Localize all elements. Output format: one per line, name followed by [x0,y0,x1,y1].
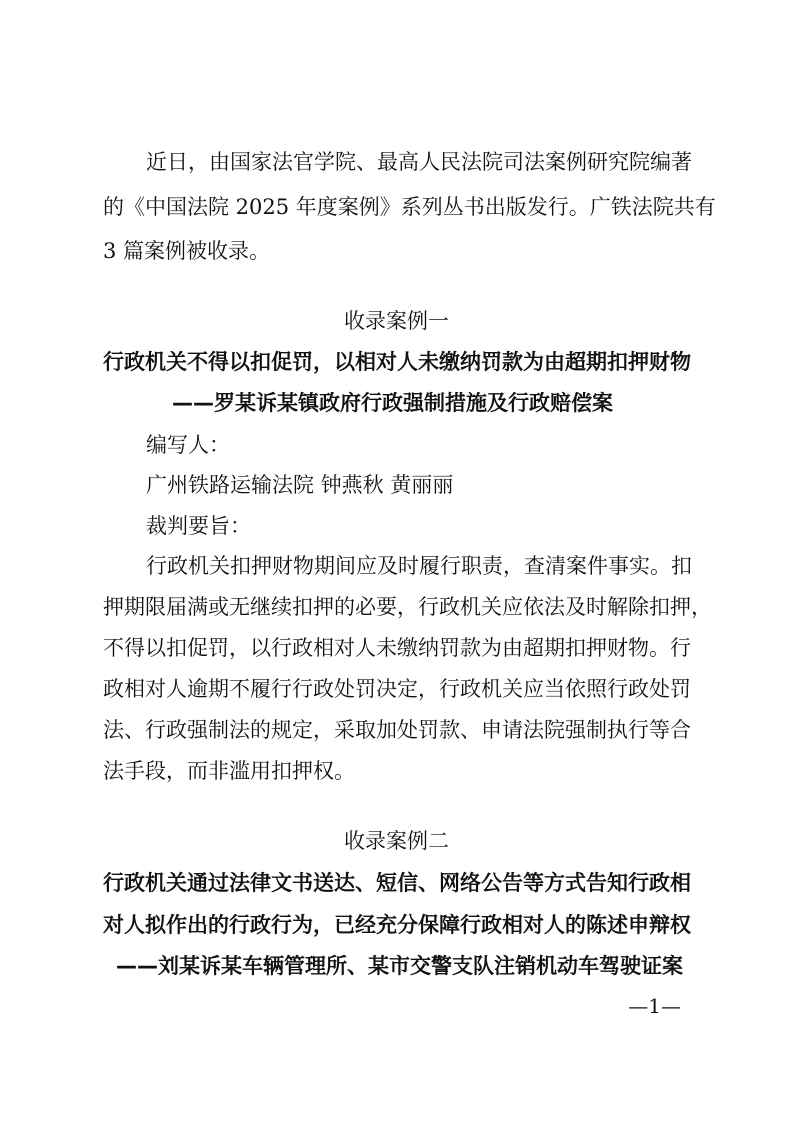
intro-line-3: 3 篇案例被收录。 [103,239,271,263]
case1-gist-line-6: 法手段，而非滥用扣押权。 [103,759,355,783]
case2-title-line-1: 行政机关通过法律文书送达、短信、网络公告等方式告知行政相 [103,871,691,895]
case1-gist-label: 裁判要旨： [146,514,251,538]
case1-subtitle: ——罗某诉某镇政府行政强制措施及行政赔偿案 [172,391,613,415]
intro-line-1: 近日，由国家法官学院、最高人民法院司法案例研究院编著 [146,150,692,174]
case1-author-label: 编写人： [146,433,230,457]
page-number: —1— [628,994,681,1018]
case1-gist-line-3: 不得以扣促罚，以行政相对人未缴纳罚款为由超期扣押财物。行 [103,636,691,660]
case1-gist-line-4: 政相对人逾期不履行行政处罚决定，行政机关应当依照行政处罚 [103,677,691,701]
case1-heading: 收录案例一 [344,309,449,333]
case1-title: 行政机关不得以扣促罚，以相对人未缴纳罚款为由超期扣押财物 [103,350,691,374]
case1-gist-line-2: 押期限届满或无继续扣押的必要，行政机关应依法及时解除扣押， [103,595,712,619]
case2-heading: 收录案例二 [344,829,449,853]
case1-authors: 广州铁路运输法院 钟燕秋 黄丽丽 [146,473,454,497]
case1-gist-line-5: 法、行政强制法的规定，采取加处罚款、申请法院强制执行等合 [103,718,691,742]
intro-line-2: 的《中国法院 2025 年度案例》系列丛书出版发行。广铁法院共有 [103,195,716,219]
case2-title-line-2: 对人拟作出的行政行为，已经充分保障行政相对人的陈述申辩权 [103,913,691,937]
case2-subtitle: ——刘某诉某车辆管理所、某市交警支队注销机动车驾驶证案 [116,954,683,978]
case1-gist-line-1: 行政机关扣押财物期间应及时履行职责，查清案件事实。扣 [146,554,692,578]
